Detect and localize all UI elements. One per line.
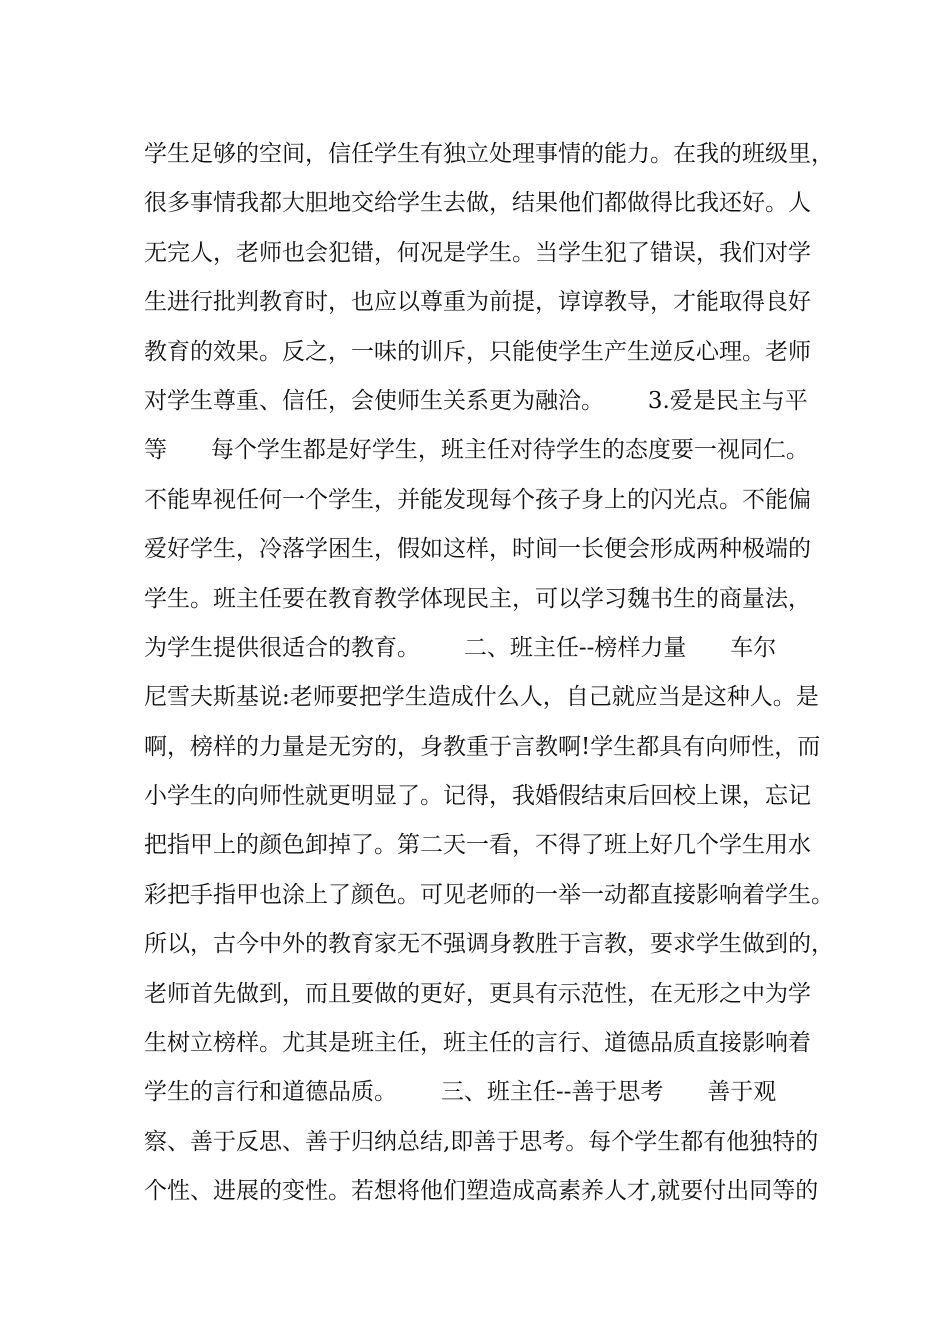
text-line: 把指甲上的颜色卸掉了。第二天一看，不得了班上好几个学生用水 [144,832,811,859]
text-line: 个性、进展的变性。若想将他们塑造成高素养人才,就要付出同等的 [144,1178,819,1205]
text-line: 不能卑视任何一个学生，并能发现每个孩子身上的闪光点。不能偏 [144,486,811,513]
text-line: 生树立榜样。尤其是班主任，班主任的言行、道德品质直接影响着 [144,1030,811,1057]
text-line: 学生的言行和道德品质。 三、班主任--善于思考 善于观 [144,1079,777,1106]
text-line: 生进行批判教育时，也应以尊重为前提，谆谆教导，才能取得良好 [144,289,811,316]
text-line: 爱好学生，冷落学困生，假如这样，时间一长便会形成两种极端的 [144,536,811,563]
text-line: 很多事情我都大胆地交给学生去做，结果他们都做得比我还好。人 [144,190,811,217]
text-line: 等 每个学生都是好学生，班主任对待学生的态度要一视同仁。 [144,437,809,464]
text-line: 啊，榜样的力量是无穷的，身教重于言教啊!学生都具有向师性，而 [144,733,821,760]
text-line: 学生。班主任要在教育教学体现民主，可以学习魏书生的商量法， [144,585,811,612]
text-line: 对学生尊重、信任，会使师生关系更为融洽。 3.爱是民主与平 [144,387,808,414]
text-line: 为学生提供很适合的教育。 二、班主任--榜样力量 车尔 [144,634,777,661]
text-line: 所以，古今中外的教育家无不强调身教胜于言教，要求学生做到的， [144,931,834,958]
text-line: 教育的效果。反之，一味的训斥，只能使学生产生逆反心理。老师 [144,338,811,365]
text-line: 尼雪夫斯基说:老师要把学生造成什么人，自己就应当是这种人。是 [144,684,819,711]
text-line: 彩把手指甲也涂上了颜色。可见老师的一举一动都直接影响着学生。 [144,881,834,908]
text-line: 察、善于反思、善于归纳总结,即善于思考。每个学生都有他独特的 [144,1128,819,1155]
text-line: 老师首先做到，而且要做的更好，更具有示范性，在无形之中为学 [144,980,811,1007]
text-line: 无完人，老师也会犯错，何况是学生。当学生犯了错误，我们对学 [144,239,811,266]
body-text [144,130,834,1217]
text-line: 学生足够的空间，信任学生有独立处理事情的能力。在我的班级里， [144,141,834,167]
text-line: 小学生的向师性就更明显了。记得，我婚假结束后回校上课，忘记 [144,783,811,810]
